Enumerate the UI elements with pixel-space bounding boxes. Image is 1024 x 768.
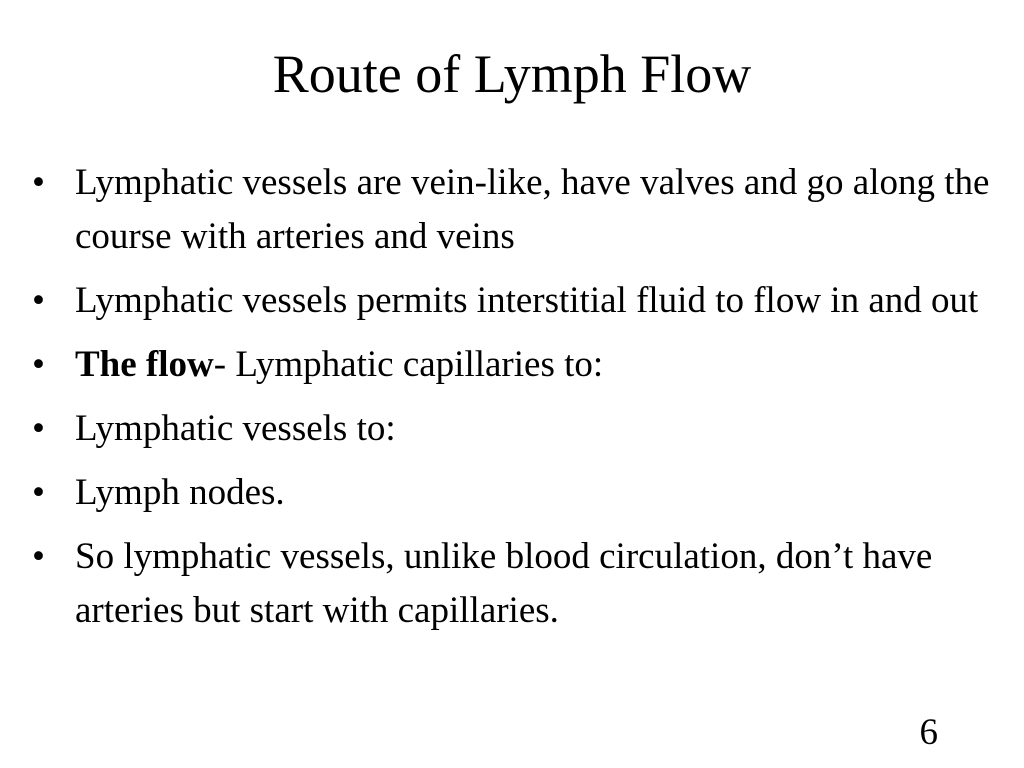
bullet-text: Lymph nodes. — [75, 472, 285, 513]
bullet-item — [30, 274, 1010, 328]
bullet-marker-icon: • — [32, 344, 45, 385]
bullet-item — [30, 466, 1010, 520]
bullet-list — [30, 156, 1010, 648]
bullet-text: Lymphatic vessels permits interstitial fluid to flow in and out — [75, 280, 979, 321]
bullet-marker-icon: • — [32, 280, 45, 321]
bullet-text: Lymphatic vessels to: — [75, 408, 396, 449]
bullet-item — [30, 338, 1010, 392]
bullet-item — [30, 402, 1010, 456]
bullet-marker-icon: • — [32, 472, 45, 513]
bullet-text: So lymphatic vessels, unlike blood circulation, don’t have arteries but start with capillaries. — [75, 536, 933, 631]
bullet-text: - Lymphatic capillaries to: — [213, 344, 604, 385]
slide-title: Route of Lymph Flow — [272, 44, 752, 104]
bullet-text: Lymphatic vessels are vein-like, have valves and go along the course with arteries and veins — [75, 162, 990, 257]
bullet-marker-icon: • — [32, 162, 45, 203]
bullet-item — [30, 530, 1010, 638]
bullet-marker-icon: • — [32, 408, 45, 449]
bullet-item — [30, 156, 1010, 264]
page-number: 6 — [919, 712, 938, 753]
bullet-marker-icon: • — [32, 536, 45, 577]
bullet-bold-text: The flow — [75, 344, 214, 385]
